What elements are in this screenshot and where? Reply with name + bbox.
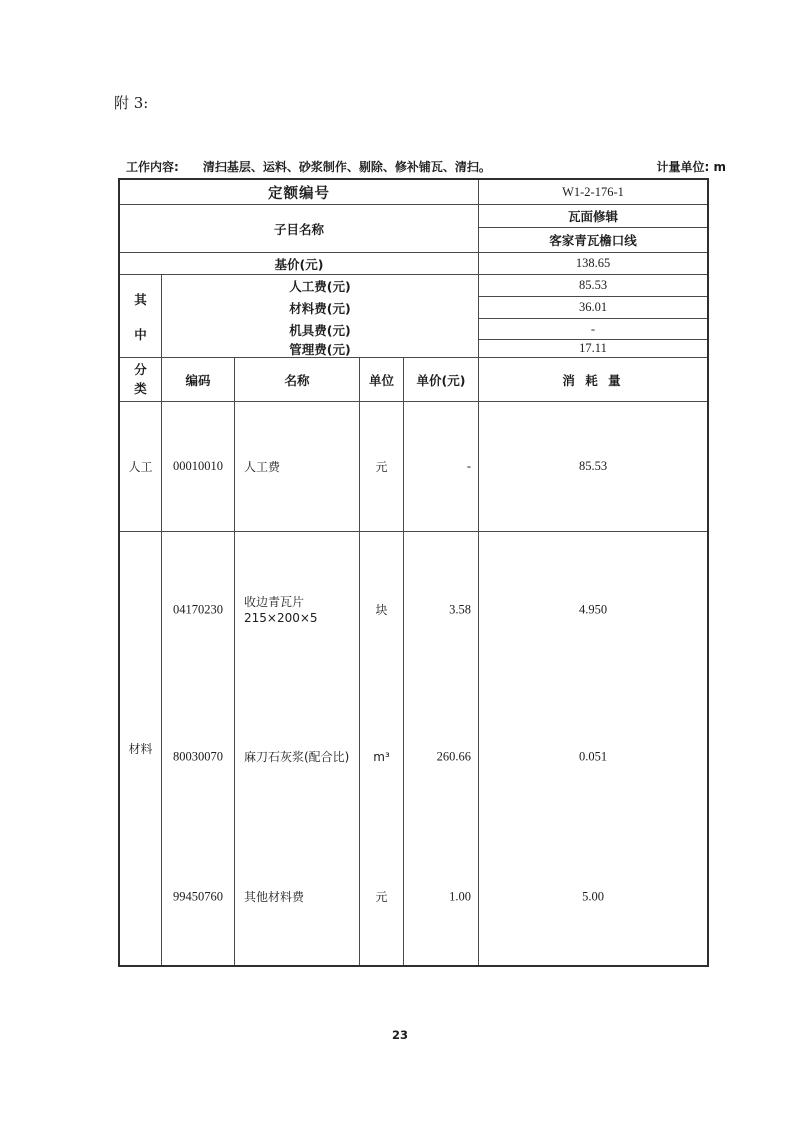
work-content-line xyxy=(126,160,726,175)
material-name: 麻刀石灰浆(配合比) xyxy=(244,749,350,764)
subitem-label-cell: 子目名称 xyxy=(120,205,479,253)
among-which-bottom: 中 xyxy=(134,326,147,342)
materials-code-column xyxy=(162,532,235,965)
material-name: 收边青瓦片 215×200×5 xyxy=(244,594,318,625)
material-code: 80030070 xyxy=(173,749,223,764)
material-unit: 块 xyxy=(375,602,388,617)
header-unit-cell: 单位 xyxy=(360,358,404,402)
among-which-top: 其 xyxy=(134,291,147,307)
material-cost-label-cell: 材料费(元) xyxy=(162,297,479,319)
material-consumption: 5.00 xyxy=(582,889,604,904)
materials-consumption-column xyxy=(479,532,707,965)
labor-code-cell: 00010010 xyxy=(162,402,235,532)
header-consumption-cell: 消 耗 量 xyxy=(479,358,707,402)
material-consumption: 4.950 xyxy=(578,602,608,617)
material-unit: 元 xyxy=(375,889,388,904)
quota-code-label-cell: 定额编号 xyxy=(120,180,479,205)
subitem-value1-cell: 瓦面修辑 xyxy=(479,205,707,228)
material-code: 99450760 xyxy=(173,889,223,904)
work-content-label: 工作内容: xyxy=(126,160,179,174)
header-category-label: 分类 xyxy=(134,362,147,396)
machine-cost-label-cell: 机具费(元) xyxy=(162,319,479,340)
header-category-cell xyxy=(120,358,162,402)
labor-category-cell: 人工 xyxy=(120,402,162,532)
material-cost-value-cell: 36.01 xyxy=(479,297,707,319)
material-consumption: 0.051 xyxy=(578,749,608,764)
appendix-label: 附 3: xyxy=(114,94,149,112)
material-name: 其他材料费 xyxy=(244,889,305,904)
materials-price-column xyxy=(404,532,479,965)
base-price-value-cell: 138.65 xyxy=(479,253,707,275)
page-number: 23 xyxy=(391,1028,408,1042)
material-code: 04170230 xyxy=(173,602,223,617)
subitem-value2-cell: 客家青瓦檐口线 xyxy=(479,228,707,253)
labor-cost-value-cell: 85.53 xyxy=(479,275,707,297)
header-code-cell: 编码 xyxy=(162,358,235,402)
labor-price-cell: - xyxy=(404,402,479,532)
header-price-cell: 单价(元) xyxy=(404,358,479,402)
among-which-cell xyxy=(120,275,162,358)
material-price: 260.66 xyxy=(436,749,471,764)
quota-code-value-cell: W1-2-176-1 xyxy=(479,180,707,205)
material-unit: m³ xyxy=(373,749,390,764)
management-cost-value-cell: 17.11 xyxy=(479,340,707,358)
base-price-label-cell: 基价(元) xyxy=(120,253,479,275)
management-cost-label-cell: 管理费(元) xyxy=(162,340,479,358)
materials-unit-column xyxy=(360,532,404,965)
machine-cost-value-cell: - xyxy=(479,319,707,340)
materials-category-cell: 材料 xyxy=(120,532,162,965)
labor-consumption-cell: 85.53 xyxy=(479,402,707,532)
material-price: 1.00 xyxy=(449,889,471,904)
materials-name-column xyxy=(235,532,360,965)
material-price: 3.58 xyxy=(449,602,471,617)
measure-unit-label: 计量单位: m xyxy=(656,160,726,174)
header-name-cell: 名称 xyxy=(235,358,360,402)
work-content-text: 清扫基层、运料、砂浆制作、剔除、修补铺瓦、清扫。 xyxy=(202,160,491,174)
labor-unit-cell: 元 xyxy=(360,402,404,532)
labor-cost-label-cell: 人工费(元) xyxy=(162,275,479,297)
quota-table xyxy=(118,178,709,967)
labor-name-cell: 人工费 xyxy=(235,402,360,532)
